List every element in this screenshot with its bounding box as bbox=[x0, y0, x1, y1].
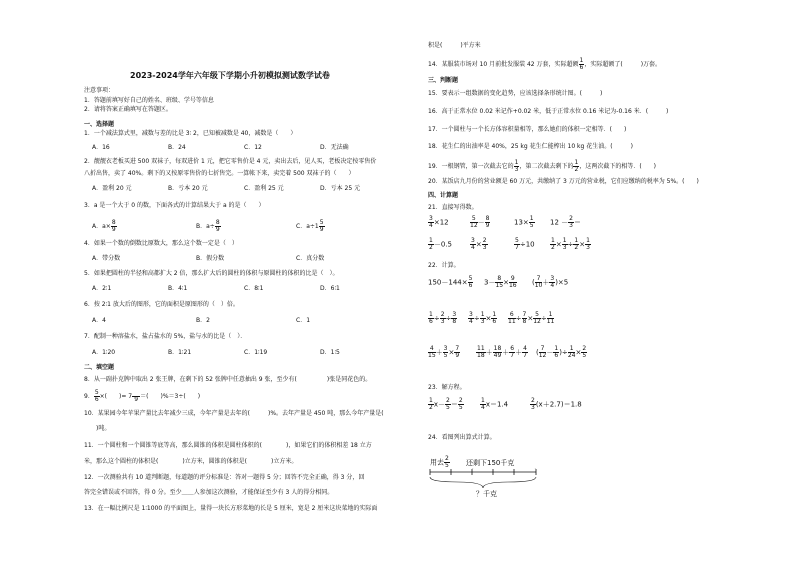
question-3: 3．a 是一个大于 0 的数，下面各式的计算结果大于 a 的是（ ） bbox=[84, 202, 265, 209]
note-2: 2．请将答案正确填写在答题区。 bbox=[84, 106, 172, 113]
q3-option-c: C．a÷1 $\frac{5}{9}$ bbox=[296, 219, 324, 233]
question-7: 7．配制一种溶盐水，盐占盐水的 5%，盐与水的比是（ ）． bbox=[84, 333, 247, 340]
question-13-cont: 积是( )平方米 bbox=[428, 42, 481, 49]
q7-option-b: B．1∶21 bbox=[168, 349, 192, 356]
question-18: 18．花生仁的出油率是 40%，25 kg 花生仁能榨出 10 kg 花生油。( ) bbox=[428, 143, 633, 150]
notes-label: 注意事项： bbox=[84, 87, 115, 94]
q7-option-a: A．1∶20 bbox=[92, 349, 116, 356]
diagram-used-label: 用去 $\frac{2}{5}$ bbox=[430, 455, 449, 469]
q5-option-b: B．4∶1 bbox=[168, 285, 188, 292]
q2-option-b: B．亏本 20 元 bbox=[168, 185, 208, 192]
question-6: 6．按 2∶1 放大后的图形，它的面积是原图形的（ ）倍。 bbox=[84, 301, 239, 308]
question-12: 12．一次测验共有 10 道判断题，每道题的评分标准是：答对一题得 5 分；回答不完全正确，得 3 分，回 bbox=[84, 474, 365, 481]
section-heading-judge: 三、判断题 bbox=[428, 77, 459, 84]
q2-option-c: C．盈利 25 元 bbox=[244, 185, 284, 192]
note-1: 1．答题前填写好自己的姓名、班级、学号等信息 bbox=[84, 97, 214, 104]
question-20: 20．某饭店九月份的营业额是 60 万元，共缴纳了 3 万元的营业税，它们应缴纳的税率为 5%。( ) bbox=[428, 178, 699, 185]
q6-option-b: B．2 bbox=[196, 317, 210, 324]
diagram-total-label: ？千克 bbox=[476, 490, 497, 498]
q5-option-a: A．2∶1 bbox=[92, 285, 112, 292]
q2-option-d: D．亏本 25 元 bbox=[320, 185, 361, 192]
page-title: 2023-2024学年六年级下学期小升初模拟测试数学试卷 bbox=[130, 71, 330, 80]
q5-option-c: C．8∶1 bbox=[244, 285, 264, 292]
q1-option-a: A．16 bbox=[92, 144, 110, 151]
question-5: 5．如果把圆柱的半径和高都扩大 2 倍，那么扩大后的圆柱的体积与原圆柱的体积的比是（ ）。 bbox=[84, 270, 339, 277]
q2-option-a: A．盈利 20 元 bbox=[92, 185, 132, 192]
question-16: 16．高于正常水位 0.02 米记作+0.02 米，低于正常水位 0.16 米记为-0.16 米．( ) bbox=[428, 108, 669, 115]
q6-option-a: A．4 bbox=[92, 317, 106, 324]
question-19: 19．一根钢管，第一次截去它的 $\frac{1}{3}$ ，第二次截去剩下的 $\frac{1}{2}$ ，这两次截下的相等．( ) bbox=[428, 159, 656, 173]
q1-option-b: B．24 bbox=[168, 144, 186, 151]
q5-option-d: D．6∶1 bbox=[320, 285, 340, 292]
section-heading-choice: 一、选择题 bbox=[84, 121, 115, 128]
question-21: 21．直接写得数。 bbox=[428, 204, 478, 211]
q1-option-c: C．12 bbox=[244, 144, 262, 151]
section-heading-calc: 四、计算题 bbox=[428, 192, 459, 199]
question-1: 1．一个减法算式里，减数与差的比是 3∶ 2，已知被减数是 40，减数是（ ） bbox=[84, 130, 297, 137]
question-15: 15．要表示一组数据的变化趋势，应该选择条形统计图。( ) bbox=[428, 90, 603, 97]
q1-option-d: D．无法确 bbox=[320, 144, 349, 151]
question-17: 17．一个圆柱与一个长方体容积量相等，那么她们的体积一定相等．( ) bbox=[428, 126, 627, 133]
question-2: 2．靓靓衣老板买进 500 双袜子，每双进价 1 元，把它零售价是 4 元，卖出去后，见人买，老板决定按零售价 bbox=[84, 158, 377, 165]
q6-option-c: C．1 bbox=[296, 317, 311, 324]
q3-option-a: A．a× $\frac{8}{9}$ bbox=[92, 219, 116, 233]
question-24: 24．看图列出算式计算。 bbox=[428, 434, 496, 441]
q4-option-b: B．假分数 bbox=[196, 255, 225, 262]
q3-option-b: B．a÷ $\frac{8}{9}$ bbox=[196, 219, 220, 233]
question-12-cont: 答完全错误或不回答，得 0 分。至少＿＿人参加这次测验，才能保证至少有 3 人的得分相同。 bbox=[84, 489, 334, 496]
question-22: 22．计算。 bbox=[428, 262, 460, 269]
section-heading-fill: 二、填空题 bbox=[84, 364, 115, 371]
question-14: 14．某服装市场对 10 月前批发服装 42 万套，实际超额 $\frac{1}{6}$ ，实际超额了( )万套。 bbox=[428, 57, 662, 71]
diagram-remaining-label: 还剩下150千克 bbox=[466, 459, 515, 467]
question-13: 13．在一幅比例尺是 1∶1000 的平面图上，量得一块长方形菜地的长是 5 厘米，宽是 2 厘米这块菜地的实际面 bbox=[84, 505, 378, 512]
question-11: 11．一个圆柱和一个圆锥等底等高，那么圆锥的体积是圆柱体积的( )，如果它们的体积相差 18 立方 bbox=[84, 442, 372, 449]
q4-option-a: A．带分数 bbox=[92, 255, 121, 262]
question-23: 23．解方程。 bbox=[428, 384, 466, 391]
question-4: 4．如果一个数的倒数比原数大，那么这个数一定是（ ） bbox=[84, 240, 238, 247]
question-10-cont: )吨。 bbox=[84, 425, 111, 432]
question-8: 8．从一副扑克牌中取出 2 张王牌，在剩下的 52 张牌中任意抽出 9 张，至少有( )张是同花色的。 bbox=[84, 376, 372, 383]
q7-option-d: D．1∶5 bbox=[320, 349, 340, 356]
q4-option-c: C．真分数 bbox=[296, 255, 325, 262]
q7-option-c: C．1∶19 bbox=[244, 349, 268, 356]
question-9: 9． $\frac{5}{6}$ ×( )= 7 9 ＝( )%＝3÷( ) bbox=[84, 389, 201, 403]
question-11-cont: 米，那么这个圆柱的体积是( )立方米，圆锥的体积是( )立方米。 bbox=[84, 458, 298, 465]
question-2-cont: 八折出售，卖了 40%。剩下的又按原零售价的七折售完。一算帐下来，卖完着 500 双袜子的（ ） bbox=[84, 170, 355, 177]
question-10: 10．某果园今年苹果产量比去年减少三成，今年产量是去年的( )%。去年产量是 450 吨，那么今年产量是( bbox=[84, 410, 384, 417]
